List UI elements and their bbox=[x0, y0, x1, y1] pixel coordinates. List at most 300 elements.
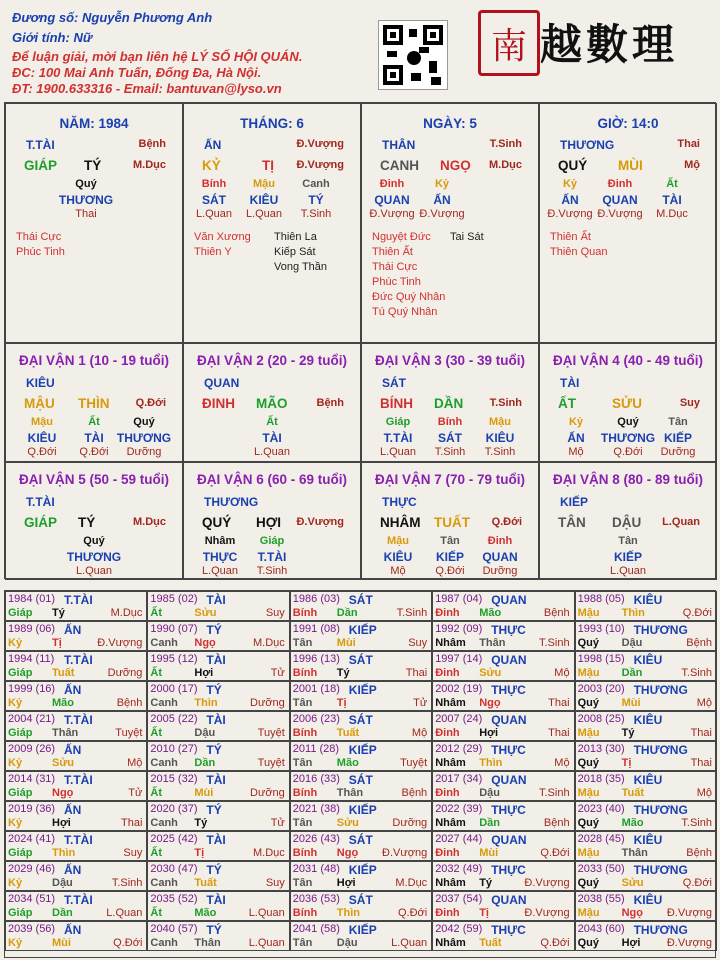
year-cell bbox=[432, 681, 574, 711]
year-god: QUAN bbox=[491, 773, 527, 787]
luck-cycle-cell bbox=[183, 343, 361, 462]
year-branch: Sửu bbox=[621, 877, 644, 889]
pillar-title: THÁNG: 6 bbox=[240, 116, 304, 131]
star-item: Nguyệt Đức bbox=[372, 231, 431, 243]
year-branch: Sửu bbox=[336, 817, 359, 829]
pillar-cell bbox=[361, 103, 539, 343]
year-cell bbox=[5, 681, 147, 711]
luck-cycle-title: ĐẠI VẬN 7 (70 - 79 tuổi) bbox=[374, 472, 526, 487]
luck-cycle-cell bbox=[183, 462, 361, 580]
year-label: 2029 (46) bbox=[8, 863, 56, 875]
star-item: Phúc Tinh bbox=[16, 246, 65, 258]
contact-note: Để luận giải, mời bạn liên hệ LÝ SỐ HỘI QUÁN. bbox=[12, 49, 303, 64]
year-stem: Mậu bbox=[577, 787, 600, 799]
star-item: Phúc Tinh bbox=[372, 276, 421, 288]
year-cell bbox=[5, 861, 147, 891]
year-label: 2001 (18) bbox=[292, 683, 340, 695]
luck-hidden-stem: Bính bbox=[437, 416, 463, 428]
year-cell bbox=[290, 891, 432, 921]
year-branch: Thìn bbox=[52, 847, 76, 859]
luck-hidden-state: Q.Đới bbox=[27, 446, 57, 458]
year-god: TÝ bbox=[206, 863, 222, 877]
year-stem: Bính bbox=[292, 667, 318, 679]
year-state: Đ.Vượng bbox=[382, 847, 428, 859]
pillar-cell bbox=[5, 103, 183, 343]
year-stem: Canh bbox=[150, 637, 178, 649]
luck-hidden-state: Q.Đới bbox=[79, 446, 109, 458]
year-stem: Quý bbox=[577, 637, 599, 649]
year-label: 2009 (26) bbox=[8, 743, 56, 755]
year-god: SÁT bbox=[348, 653, 373, 667]
luck-hidden-stem: Tân bbox=[668, 416, 688, 428]
gender: Giới tính: Nữ bbox=[12, 30, 93, 45]
pillar-god: T.TÀI bbox=[26, 138, 55, 152]
luck-hidden-god: T.TÀI bbox=[257, 550, 287, 564]
year-god: ẤN bbox=[64, 623, 82, 637]
hidden-state: L.Quan bbox=[195, 208, 233, 220]
luck-cycle-cell bbox=[539, 343, 717, 462]
owner-name: Đương số: Nguyễn Phương Anh bbox=[12, 10, 213, 25]
year-state: Suy bbox=[265, 607, 285, 619]
year-god: QUAN bbox=[491, 893, 527, 907]
luck-god: SÁT bbox=[382, 376, 406, 390]
year-label: 1999 (16) bbox=[8, 683, 56, 695]
year-branch: Hợi bbox=[621, 937, 641, 949]
luck-god: KIẾP bbox=[560, 495, 589, 509]
year-god: KIẾP bbox=[348, 683, 377, 697]
pillar-god: THÂN bbox=[382, 138, 416, 152]
yearly-table bbox=[4, 590, 716, 958]
luck-stem: MẬU bbox=[24, 396, 55, 411]
year-label: 2012 (29) bbox=[435, 743, 483, 755]
year-god: THƯƠNG bbox=[633, 683, 688, 697]
luck-hidden-state: L.Quan bbox=[609, 565, 647, 577]
year-stem: Đinh bbox=[435, 787, 460, 799]
year-branch: Dậu bbox=[194, 727, 216, 739]
year-stem: Đinh bbox=[435, 667, 460, 679]
hidden-stem: Đinh bbox=[379, 178, 405, 190]
pillar-stem: QUÝ bbox=[558, 158, 588, 173]
year-branch: Hợi bbox=[52, 817, 71, 829]
year-cell bbox=[5, 771, 147, 801]
year-label: 2038 (55) bbox=[577, 893, 625, 905]
year-state: T.Sinh bbox=[681, 817, 712, 829]
year-branch: Mão bbox=[336, 757, 359, 769]
year-state: Q.Đới bbox=[113, 937, 143, 949]
header bbox=[0, 0, 720, 100]
star-list bbox=[16, 230, 65, 260]
year-label: 2028 (45) bbox=[577, 833, 625, 845]
year-label: 2033 (50) bbox=[577, 863, 625, 875]
year-stem: Nhâm bbox=[435, 757, 466, 769]
luck-hidden-god: KIÊU bbox=[27, 431, 57, 445]
year-state: M.Dục bbox=[395, 877, 428, 889]
year-state: Dưỡng bbox=[250, 787, 285, 799]
star-item: Tú Quý Nhân bbox=[372, 306, 438, 318]
luck-hidden-god: THƯƠNG bbox=[600, 431, 656, 445]
year-stem: Tân bbox=[292, 817, 313, 829]
luck-cycle-title: ĐẠI VẬN 5 (50 - 59 tuổi) bbox=[18, 472, 170, 487]
year-god: KIẾP bbox=[348, 923, 377, 937]
year-stem: Đinh bbox=[435, 907, 460, 919]
hidden-stem: Bính bbox=[201, 178, 227, 190]
year-branch: Thìn bbox=[336, 907, 361, 919]
year-god: THƯƠNG bbox=[633, 743, 688, 757]
hidden-state: Đ.Vượng bbox=[419, 208, 465, 220]
year-state: T.Sinh bbox=[396, 607, 428, 619]
hidden-stem: Kỷ bbox=[434, 178, 450, 190]
year-cell bbox=[147, 861, 289, 891]
year-stem: Bính bbox=[292, 727, 318, 739]
year-cell bbox=[147, 771, 289, 801]
year-label: 1985 (02) bbox=[150, 593, 198, 605]
year-god: SÁT bbox=[348, 773, 373, 787]
luck-hidden-stem: Đinh bbox=[487, 535, 513, 547]
year-god: SÁT bbox=[348, 713, 373, 727]
year-branch: Dậu bbox=[621, 637, 643, 649]
year-branch: Sửu bbox=[479, 667, 502, 679]
year-state: Bệnh bbox=[543, 817, 570, 829]
year-label: 2005 (22) bbox=[150, 713, 198, 725]
year-cell bbox=[575, 801, 717, 831]
pillar-branch: TỊ bbox=[262, 158, 274, 173]
year-branch: Hợi bbox=[479, 727, 499, 739]
year-cell bbox=[147, 801, 289, 831]
pillar-title: GIỜ: 14:0 bbox=[597, 116, 659, 131]
luck-cycle-title: ĐẠI VẬN 1 (10 - 19 tuổi) bbox=[18, 353, 170, 368]
star-item: Thiên Y bbox=[194, 246, 232, 258]
year-state: L.Quan bbox=[106, 907, 143, 919]
year-god: TÀI bbox=[206, 893, 226, 907]
star-item: Thái Cực bbox=[16, 231, 62, 243]
hidden-stem: Ất bbox=[666, 178, 678, 190]
year-cell bbox=[147, 621, 289, 651]
year-cell bbox=[432, 741, 574, 771]
year-state: Đ.Vượng bbox=[666, 937, 712, 949]
hidden-stem: Kỷ bbox=[562, 178, 578, 190]
year-god: T.TÀI bbox=[64, 593, 93, 607]
year-god: QUAN bbox=[491, 833, 527, 847]
year-label: 2023 (40) bbox=[577, 803, 625, 815]
year-stem: Ất bbox=[150, 727, 162, 739]
year-branch: Thìn bbox=[479, 757, 503, 769]
hidden-state: Thai bbox=[75, 208, 97, 220]
luck-hidden-state: Dưỡng bbox=[482, 565, 518, 577]
year-cell bbox=[147, 921, 289, 951]
luck-branch: HỢI bbox=[256, 515, 282, 530]
year-state: Bệnh bbox=[116, 697, 143, 709]
year-stem: Đinh bbox=[435, 607, 460, 619]
hidden-god: ẤN bbox=[433, 193, 451, 207]
luck-hidden-god: THƯƠNG bbox=[116, 431, 172, 445]
year-cell bbox=[5, 741, 147, 771]
year-branch: Mùi bbox=[336, 637, 356, 649]
year-stem: Giáp bbox=[8, 847, 33, 859]
year-branch: Thìn bbox=[194, 697, 218, 709]
year-god: QUAN bbox=[491, 713, 527, 727]
luck-hidden-state: T.Sinh bbox=[484, 446, 516, 458]
year-branch: Dậu bbox=[52, 877, 73, 889]
year-label: 2021 (38) bbox=[292, 803, 340, 815]
year-label: 1997 (14) bbox=[435, 653, 483, 665]
star-list bbox=[372, 230, 445, 320]
year-stem: Kỷ bbox=[8, 697, 23, 709]
year-cell bbox=[575, 891, 717, 921]
luck-growth: Đ.Vượng bbox=[296, 516, 344, 528]
year-state: Thai bbox=[690, 727, 712, 739]
luck-hidden-stem: Quý bbox=[617, 416, 639, 428]
luck-hidden-god: ẤN bbox=[567, 431, 585, 445]
year-label: 1992 (09) bbox=[435, 623, 483, 635]
year-cell bbox=[290, 771, 432, 801]
luck-cycle-cell bbox=[539, 462, 717, 580]
year-stem: Ất bbox=[150, 787, 162, 799]
year-god: KIÊU bbox=[633, 653, 663, 667]
year-label: 2035 (52) bbox=[150, 893, 198, 905]
year-stem: Giáp bbox=[8, 667, 33, 679]
year-branch: Hợi bbox=[336, 877, 356, 889]
year-state: Dưỡng bbox=[392, 817, 428, 829]
star-item: Thiên Quan bbox=[550, 246, 608, 258]
year-label: 1986 (03) bbox=[292, 593, 340, 605]
year-label: 2011 (28) bbox=[292, 743, 340, 755]
year-cell bbox=[290, 921, 432, 951]
luck-hidden-god: QUAN bbox=[482, 550, 518, 564]
year-state: Suy bbox=[265, 877, 285, 889]
luck-god: THƯƠNG bbox=[204, 495, 259, 509]
year-cell bbox=[290, 831, 432, 861]
year-god: SÁT bbox=[348, 593, 373, 607]
year-branch: Tị bbox=[621, 757, 632, 769]
year-state: Mộ bbox=[696, 787, 712, 799]
year-god: TÀI bbox=[206, 713, 226, 727]
year-cell bbox=[432, 921, 574, 951]
year-stem: Kỷ bbox=[8, 757, 23, 769]
luck-stem: ẤT bbox=[558, 396, 576, 411]
year-stem: Bính bbox=[292, 787, 318, 799]
year-god: THỰC bbox=[491, 683, 526, 697]
year-state: Bệnh bbox=[686, 847, 712, 859]
year-state: Đ.Vượng bbox=[97, 637, 143, 649]
year-stem: Nhâm bbox=[435, 877, 466, 889]
pillar-title: NĂM: 1984 bbox=[59, 116, 129, 131]
year-label: 1996 (13) bbox=[292, 653, 340, 665]
luck-god: QUAN bbox=[204, 376, 240, 390]
luck-hidden-stem: Ất bbox=[88, 416, 100, 428]
luck-cycle-title: ĐẠI VẬN 6 (60 - 69 tuổi) bbox=[196, 472, 348, 487]
year-label: 2002 (19) bbox=[435, 683, 483, 695]
year-label: 2014 (31) bbox=[8, 773, 56, 785]
year-cell bbox=[432, 591, 574, 621]
year-branch: Mão bbox=[479, 607, 502, 619]
star-list bbox=[194, 230, 251, 260]
luck-hidden-stem: Quý bbox=[83, 535, 105, 547]
year-branch: Ngọ bbox=[194, 637, 216, 649]
bad-star-list bbox=[274, 230, 327, 275]
year-branch: Tị bbox=[52, 637, 62, 649]
brand-logo: 越數理 bbox=[540, 20, 679, 69]
pillar-branch: MÙI bbox=[618, 158, 643, 173]
luck-stem: TÂN bbox=[558, 515, 586, 530]
year-branch: Dần bbox=[336, 607, 358, 619]
luck-growth: L.Quan bbox=[662, 516, 700, 528]
luck-cycle-title: ĐẠI VẬN 3 (30 - 39 tuổi) bbox=[374, 353, 526, 368]
luck-growth: T.Sinh bbox=[489, 397, 522, 409]
year-label: 2018 (35) bbox=[577, 773, 625, 785]
year-god: ẤN bbox=[64, 863, 82, 877]
star-list bbox=[550, 230, 607, 260]
star-item: Kiếp Sát bbox=[274, 246, 316, 258]
hidden-stem: Đinh bbox=[607, 178, 633, 190]
year-stem: Mậu bbox=[577, 727, 600, 739]
luck-hidden-stem: Giáp bbox=[259, 535, 285, 547]
luck-growth: Suy bbox=[679, 397, 700, 409]
year-label: 2026 (43) bbox=[292, 833, 340, 845]
year-state: T.Sinh bbox=[539, 787, 570, 799]
luck-hidden-state: Mộ bbox=[568, 446, 584, 458]
year-state: Dưỡng bbox=[250, 697, 285, 709]
luck-hidden-stem: Mậu bbox=[387, 535, 409, 547]
pillar-state: Đ.Vượng bbox=[296, 138, 344, 150]
year-cell bbox=[575, 651, 717, 681]
year-stem: Nhâm bbox=[435, 817, 466, 829]
year-cell bbox=[147, 831, 289, 861]
luck-hidden-god: THƯƠNG bbox=[66, 550, 122, 564]
year-state: L.Quan bbox=[248, 907, 285, 919]
year-label: 2020 (37) bbox=[150, 803, 198, 815]
luck-hidden-stem: Tân bbox=[440, 535, 460, 547]
hidden-stem: Mậu bbox=[253, 178, 275, 190]
hidden-god: TÝ bbox=[308, 193, 324, 207]
hidden-god: QUAN bbox=[602, 193, 638, 207]
hidden-stem: Canh bbox=[302, 178, 330, 190]
year-state: T.Sinh bbox=[111, 877, 143, 889]
year-cell bbox=[5, 921, 147, 951]
year-stem: Đinh bbox=[435, 727, 460, 739]
luck-hidden-stem: Mậu bbox=[489, 416, 511, 428]
year-cell bbox=[147, 891, 289, 921]
luck-cycle-cell bbox=[5, 343, 183, 462]
star-item: Thiên Ất bbox=[372, 246, 413, 258]
pillar-cell bbox=[183, 103, 361, 343]
pillar-growth: Đ.Vượng bbox=[296, 159, 344, 171]
year-branch: Tý bbox=[479, 877, 493, 889]
year-label: 2039 (56) bbox=[8, 923, 56, 935]
year-branch: Sửu bbox=[52, 757, 75, 769]
year-stem: Ất bbox=[150, 907, 162, 919]
luck-hidden-state: T.Sinh bbox=[256, 565, 288, 577]
pillar-state: Thai bbox=[677, 138, 700, 150]
year-stem: Tân bbox=[292, 697, 313, 709]
year-label: 2024 (41) bbox=[8, 833, 56, 845]
year-god: T.TÀI bbox=[64, 653, 93, 667]
year-state: Mộ bbox=[127, 757, 143, 769]
year-branch: Thìn bbox=[621, 607, 645, 619]
pillar-title: NGÀY: 5 bbox=[423, 116, 477, 131]
luck-cycle-cell bbox=[361, 462, 539, 580]
year-branch: Dần bbox=[52, 907, 73, 919]
year-god: TÝ bbox=[206, 743, 222, 757]
year-cell bbox=[575, 711, 717, 741]
luck-hidden-stem: Mậu bbox=[31, 416, 53, 428]
year-god: TÀI bbox=[206, 593, 226, 607]
year-label: 1990 (07) bbox=[150, 623, 198, 635]
year-state: Q.Đới bbox=[540, 847, 570, 859]
pillar-stem: GIÁP bbox=[24, 158, 58, 173]
luck-hidden-stem: Kỷ bbox=[568, 416, 584, 428]
year-god: THƯƠNG bbox=[633, 923, 688, 937]
luck-branch: TÝ bbox=[78, 515, 96, 530]
chart-grid bbox=[4, 102, 716, 579]
luck-hidden-stem: Ất bbox=[266, 416, 278, 428]
year-branch: Dậu bbox=[479, 787, 500, 799]
year-stem: Canh bbox=[150, 757, 178, 769]
qr-code-icon[interactable] bbox=[378, 20, 448, 90]
pillar-god: THƯƠNG bbox=[560, 138, 615, 152]
year-god: THƯƠNG bbox=[633, 863, 688, 877]
year-god: THỰC bbox=[491, 803, 526, 817]
year-stem: Giáp bbox=[8, 907, 33, 919]
year-god: KIẾP bbox=[348, 743, 377, 757]
hidden-state: Đ.Vượng bbox=[369, 208, 415, 220]
year-god: TÝ bbox=[206, 803, 222, 817]
pillar-growth: M.Dục bbox=[133, 159, 166, 171]
luck-hidden-state: Dưỡng bbox=[126, 446, 162, 458]
year-label: 2013 (30) bbox=[577, 743, 625, 755]
year-label: 2043 (60) bbox=[577, 923, 625, 935]
year-cell bbox=[147, 591, 289, 621]
luck-branch: MÃO bbox=[256, 396, 288, 411]
year-state: Mộ bbox=[411, 727, 428, 739]
luck-hidden-state: L.Quan bbox=[253, 446, 291, 458]
year-stem: Đinh bbox=[435, 847, 460, 859]
year-label: 2004 (21) bbox=[8, 713, 56, 725]
luck-hidden-god: TÀI bbox=[84, 431, 104, 445]
year-god: KIÊU bbox=[633, 893, 663, 907]
year-cell bbox=[290, 861, 432, 891]
year-cell bbox=[575, 621, 717, 651]
luck-growth: Bệnh bbox=[316, 397, 344, 409]
luck-hidden-state: L.Quan bbox=[201, 565, 239, 577]
year-cell bbox=[147, 651, 289, 681]
year-cell bbox=[290, 591, 432, 621]
year-branch: Mão bbox=[621, 817, 644, 829]
year-stem: Nhâm bbox=[435, 937, 466, 949]
year-label: 1994 (11) bbox=[8, 653, 55, 665]
luck-hidden-god: KIẾP bbox=[613, 550, 643, 564]
year-branch: Tị bbox=[479, 907, 489, 919]
luck-stem: GIÁP bbox=[24, 515, 58, 530]
luck-growth: M.Dục bbox=[133, 516, 166, 528]
year-cell bbox=[5, 891, 147, 921]
year-stem: Giáp bbox=[8, 787, 33, 799]
year-state: Đ.Vượng bbox=[524, 907, 570, 919]
year-cell bbox=[575, 921, 717, 951]
year-branch: Tuất bbox=[479, 937, 502, 949]
year-label: 1995 (12) bbox=[150, 653, 198, 665]
year-label: 2036 (53) bbox=[292, 893, 340, 905]
year-cell bbox=[432, 711, 574, 741]
year-label: 2041 (58) bbox=[292, 923, 340, 935]
year-cell bbox=[5, 711, 147, 741]
year-cell bbox=[575, 771, 717, 801]
star-item: Đức Quý Nhân bbox=[372, 291, 446, 303]
hidden-god: SÁT bbox=[202, 193, 226, 207]
year-branch: Tuất bbox=[52, 667, 75, 679]
year-god: THỰC bbox=[491, 623, 526, 637]
year-label: 2016 (33) bbox=[292, 773, 340, 785]
year-label: 2007 (24) bbox=[435, 713, 483, 725]
